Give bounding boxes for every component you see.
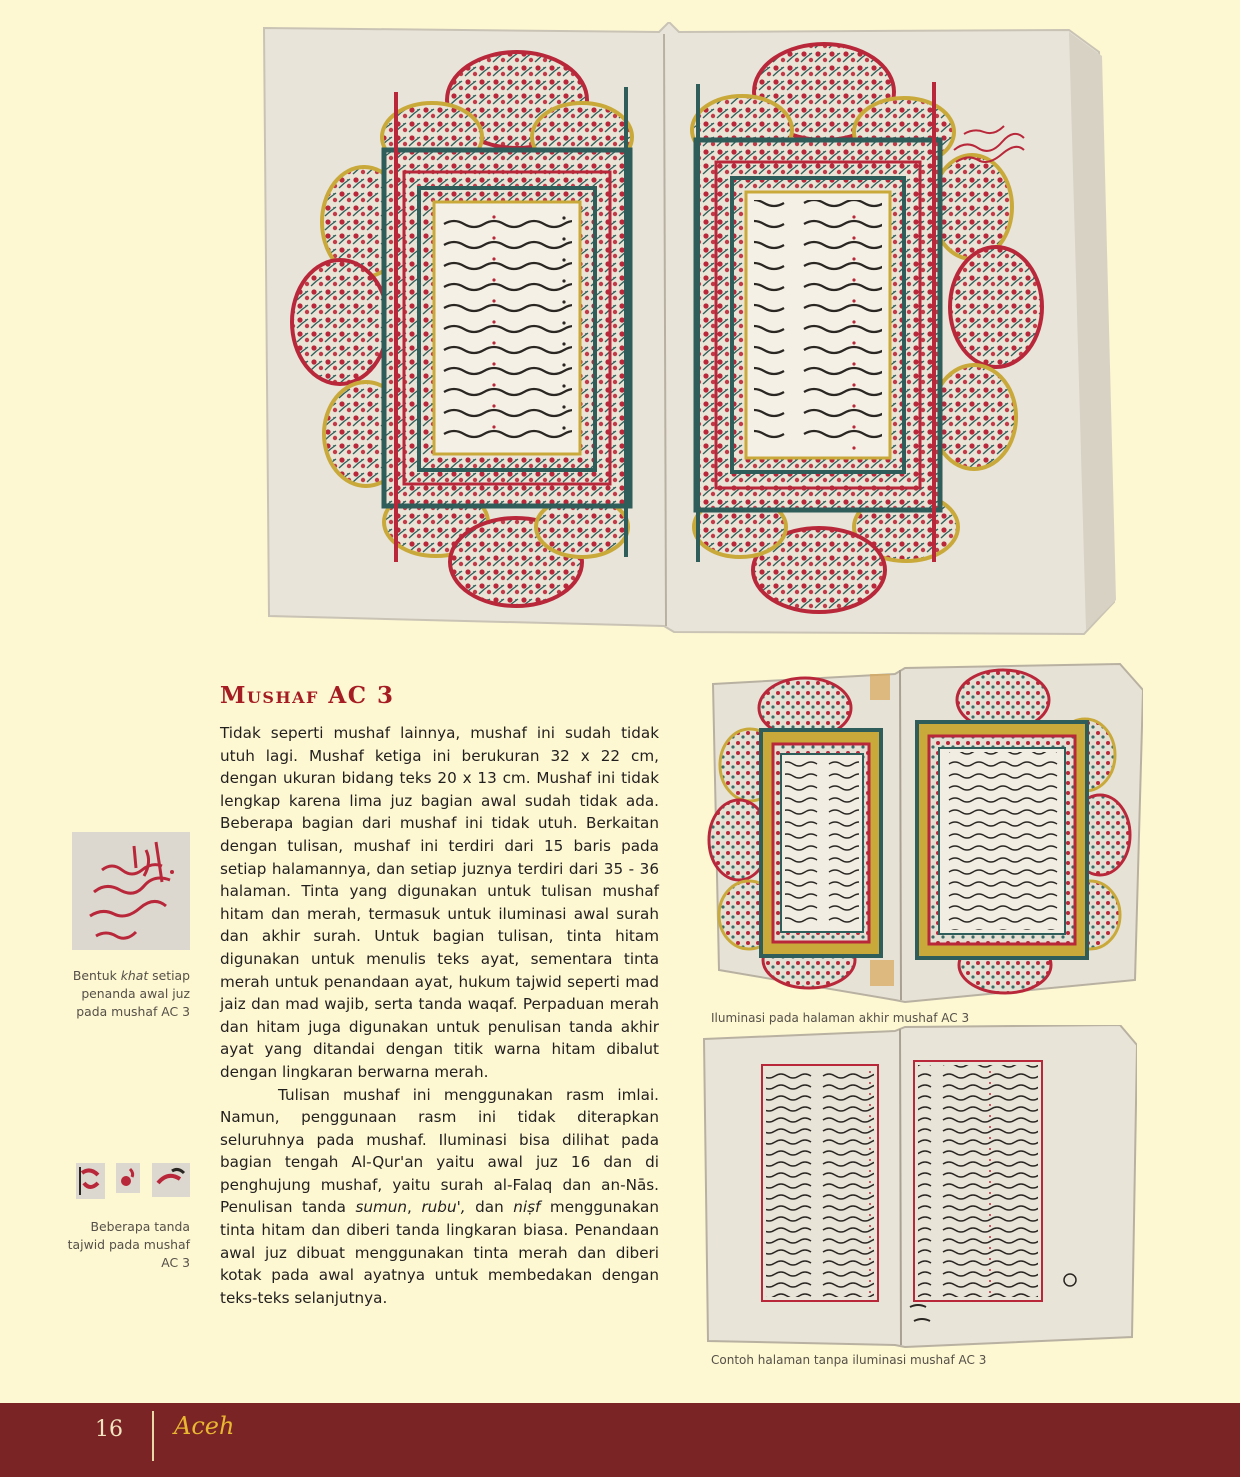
tajwid-mark-3 bbox=[152, 1163, 190, 1197]
tajwid-mark-2 bbox=[116, 1163, 140, 1193]
plain-pages-photo bbox=[700, 1025, 1137, 1348]
footer-title: Aceh bbox=[174, 1412, 235, 1440]
footer-divider bbox=[152, 1411, 154, 1461]
section-heading: Mushaf AC 3 bbox=[220, 682, 395, 709]
caption-end-pages: Iluminasi pada halaman akhir mushaf AC 3 bbox=[711, 1011, 970, 1025]
page-number: 16 bbox=[95, 1417, 123, 1442]
illuminated-manuscript-photo bbox=[254, 22, 1124, 637]
caption-khat: Bentuk khat setiap penanda awal juz pada mushaf AC 3 bbox=[72, 968, 190, 1019]
paragraph-1: Tidak seperti mushaf lainnya, mushaf ini sudah tidak utuh lagi. Mushaf ketiga ini berukuran 32 x 22 cm, dengan ukuran bidang teks 20 x 13 cm. Mushaf ini tidak lengkap karena lima juz bagian awal sudah tidak ada. Beberapa bagian dari mushaf ini tidak utuh. Berkaitan dengan tulisan, mushaf ini terdiri dari 15 baris pada setiap halamannya, dan setiap juznya terdiri dari 35 - 36 halaman. Tinta yang digunakan untuk tulisan mushaf hitam dan merah, termasuk untuk iluminasi awal surah dan akhir surah. Untuk bagian tulisan, tinta hitam digunakan untuk menulis teks ayat, sementara tinta merah untuk penandaan ayat, hukum tajwid seperti mad jaiz dan mad wajib, serta tanda waqaf. Perpaduan merah dan hitam juga digunakan untuk penulisan tanda akhir ayat yang ditandai dengan titik warna hitam dibalut dengan lingkaran berwarna merah. bbox=[220, 724, 659, 1081]
body-text bbox=[220, 722, 659, 1309]
tajwid-mark-1 bbox=[76, 1163, 105, 1199]
caption-plain-pages: Contoh halaman tanpa iluminasi mushaf AC 3 bbox=[711, 1353, 987, 1367]
end-page-illumination-photo bbox=[705, 660, 1143, 1005]
khat-thumbnail bbox=[72, 832, 190, 950]
caption-tajwid: Beberapa tanda tajwid pada mushaf AC 3 bbox=[67, 1219, 190, 1270]
paragraph-2: Tulisan mushaf ini menggunakan rasm imlai. Namun, penggunaan rasm ini tidak diterapkan seluruhnya pada mushaf. Iluminasi bisa dilihat pada bagian tengah Al-Qur'an yaitu awal juz 16 dan di penghujung mushaf, yaitu surah al-Falaq dan an-Nās. Penulisan tanda sumun, rubu', dan niṣf menggunakan tinta hitam dan diberi tanda lingkaran biasa. Penandaan awal juz dibuat menggunakan tinta merah dan diberi kotak pada awal ayatnya untuk membedakan dengan teks-teks selanjutnya. bbox=[220, 1085, 659, 1307]
